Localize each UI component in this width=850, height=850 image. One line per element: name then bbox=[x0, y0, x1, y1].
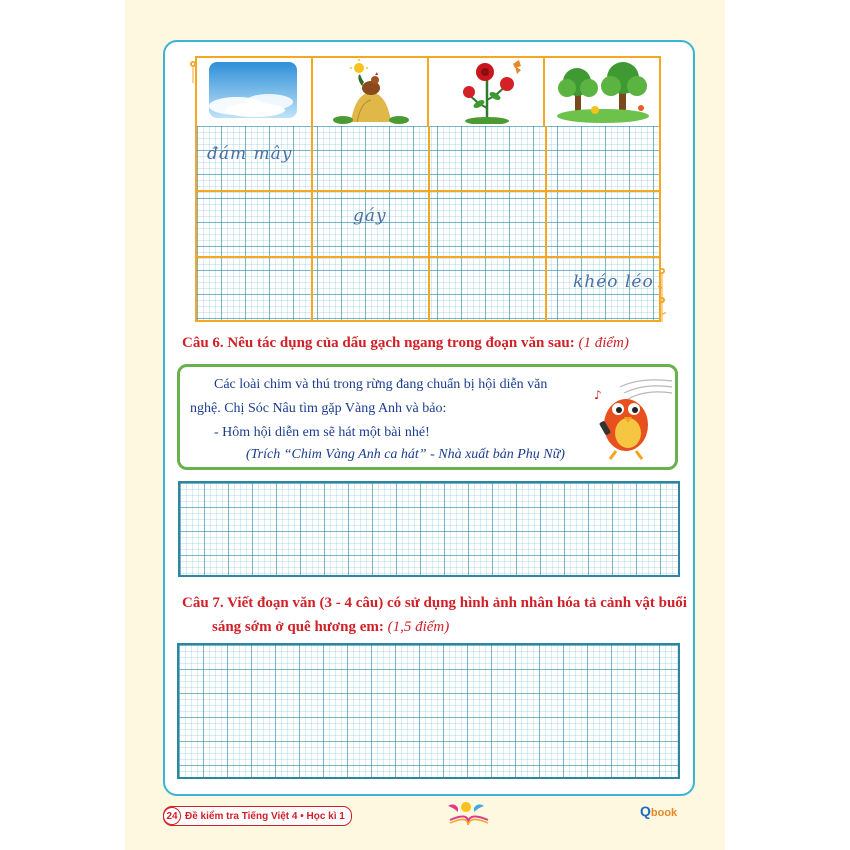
passage-line-2: nghệ. Chị Sóc Nâu tìm gặp Vàng Anh và bảo: bbox=[190, 401, 447, 416]
picture-row bbox=[197, 58, 659, 128]
book-title: Đề kiểm tra Tiếng Việt 4 • Học kì 1 bbox=[185, 810, 345, 822]
reading-passage-box bbox=[177, 364, 678, 470]
question-7-text: sáng sớm ở quê hương em: bbox=[212, 619, 384, 635]
answer-grid-question-6[interactable] bbox=[178, 481, 680, 577]
picture-trees bbox=[545, 58, 659, 126]
footer-page-badge bbox=[163, 806, 352, 826]
question-7-title-line-2 bbox=[212, 619, 449, 636]
question-6-points: (1 điểm) bbox=[578, 335, 629, 351]
sample-word-1: đám mây bbox=[207, 144, 293, 164]
question-6-text: Câu 6. Nêu tác dụng của dấu gạch ngang trong đoạn văn sau: bbox=[182, 335, 575, 351]
publisher-logo-text: book bbox=[650, 807, 678, 819]
question-6-title bbox=[182, 335, 629, 352]
sample-word-3: khéo léo bbox=[573, 272, 654, 292]
singing-bird-icon bbox=[580, 373, 675, 465]
open-book-logo-icon bbox=[444, 800, 494, 826]
row-divider bbox=[197, 190, 659, 192]
handwriting-practice-table bbox=[195, 56, 661, 322]
svg-text:♪: ♪ bbox=[594, 388, 602, 402]
passage-line-3: - Hôm hội diễn em sẽ hát một bài nhé! bbox=[214, 425, 430, 440]
question-7-title-line-1: Câu 7. Viết đoạn văn (3 - 4 câu) có sử dụng hình ảnh nhân hóa tả cảnh vật buổi bbox=[182, 595, 687, 611]
row-divider bbox=[197, 256, 659, 258]
flower-decoration-icon bbox=[655, 266, 669, 324]
flower-decoration-icon bbox=[186, 58, 200, 84]
column-divider bbox=[311, 126, 313, 320]
passage-line-1: Các loài chim và thú trong rừng đang chuẩn bị hội diễn văn bbox=[214, 377, 548, 392]
answer-grid-question-7[interactable] bbox=[177, 643, 680, 779]
handwriting-grid[interactable] bbox=[197, 126, 659, 320]
column-divider bbox=[545, 126, 547, 320]
question-7-points: (1,5 điểm) bbox=[387, 619, 450, 635]
sample-word-2: gáy bbox=[353, 206, 387, 226]
picture-rose-with-butterfly bbox=[429, 58, 545, 126]
page-number: 24 bbox=[163, 807, 181, 825]
column-divider bbox=[428, 126, 430, 320]
picture-sky-clouds bbox=[197, 58, 313, 126]
passage-source: (Trích “Chim Vàng Anh ca hát” - Nhà xuất bản Phụ Nữ) bbox=[246, 447, 565, 462]
publisher-logo-q: Q bbox=[640, 803, 651, 819]
publisher-logo bbox=[640, 803, 677, 819]
picture-rooster-on-haystack bbox=[313, 58, 429, 126]
